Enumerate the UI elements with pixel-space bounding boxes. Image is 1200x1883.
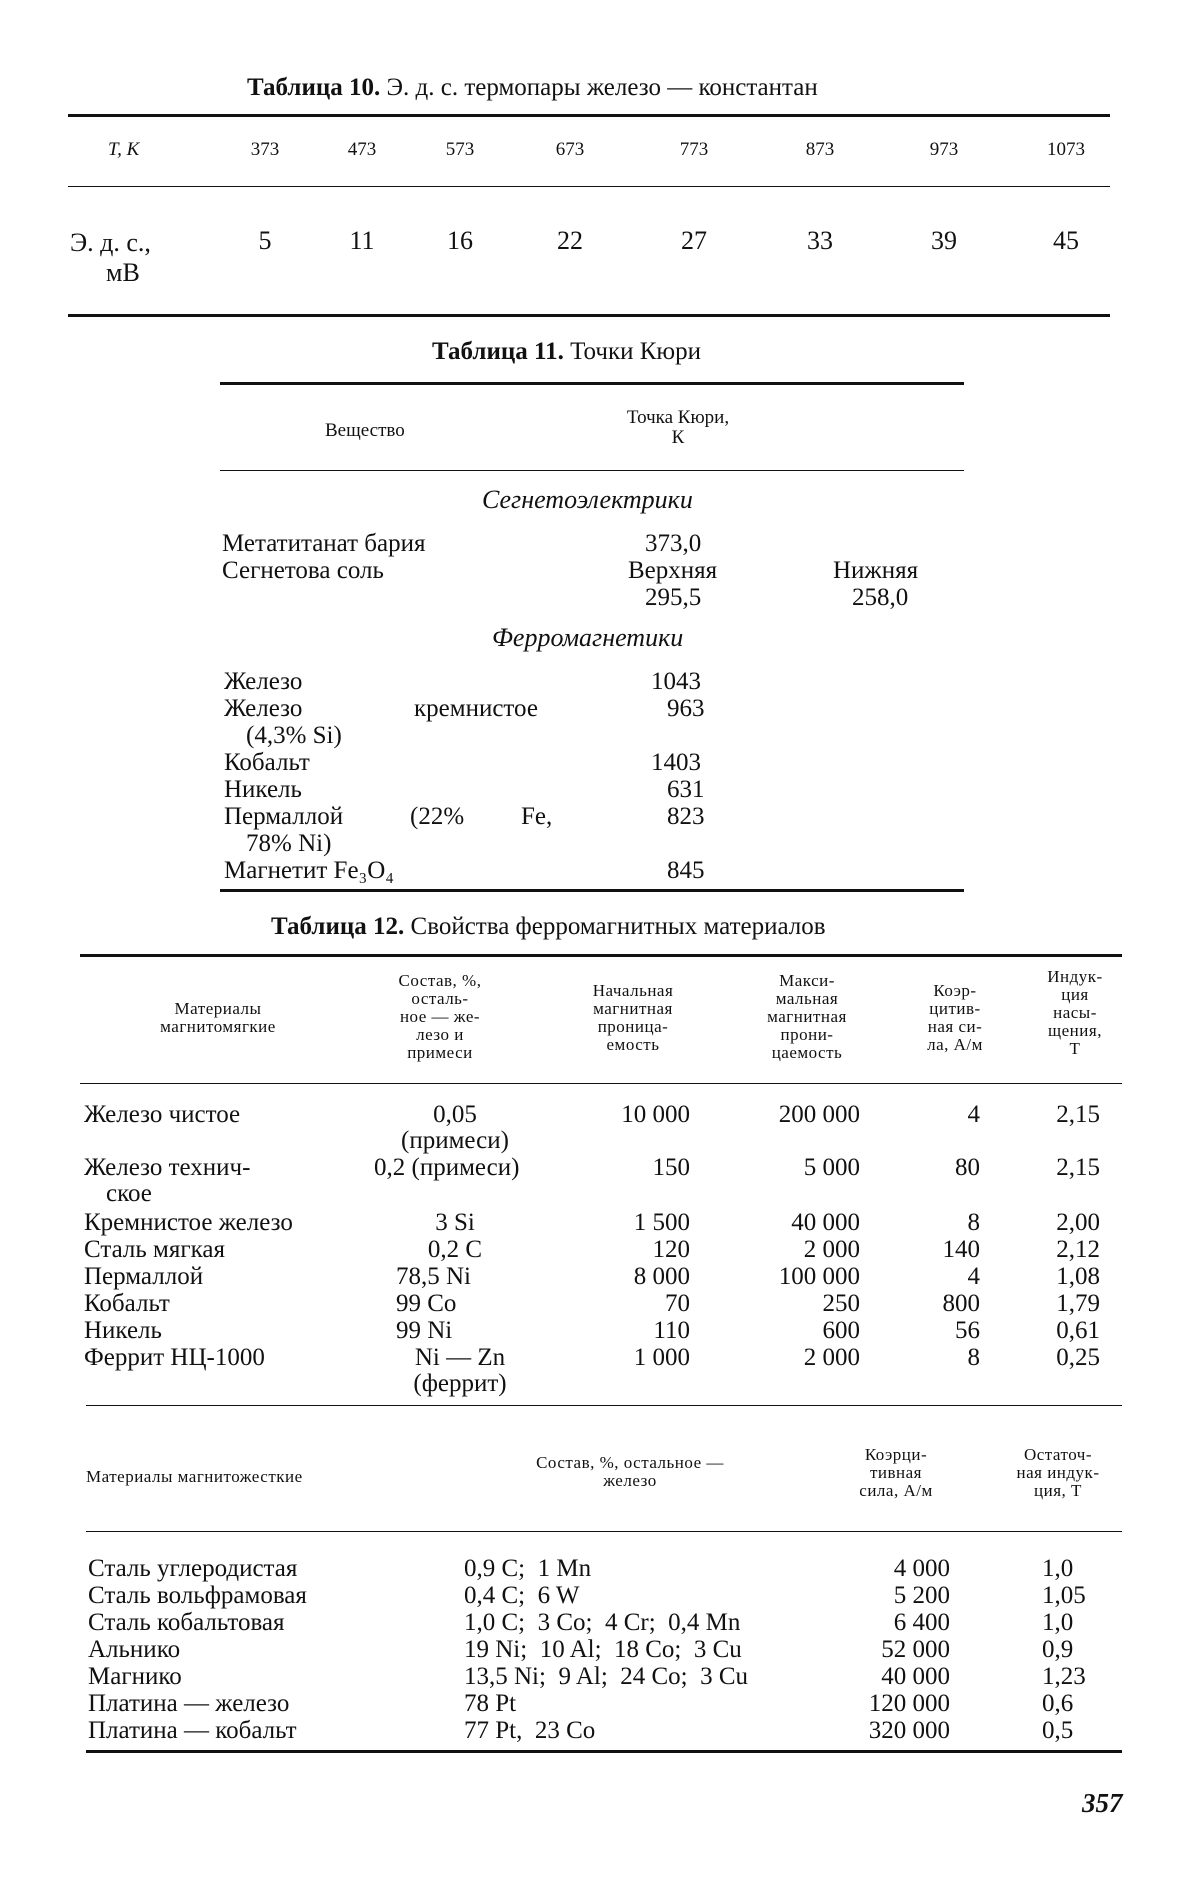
hard-row-0-name: Сталь углеродистая bbox=[88, 1555, 298, 1582]
soft-row-3-max: 2 000 bbox=[803, 1236, 860, 1263]
soft-row-3-init: 120 bbox=[652, 1236, 690, 1263]
soft-row-1-ind: 2,15 bbox=[1056, 1154, 1100, 1181]
soft-row-6-init: 110 bbox=[653, 1317, 690, 1344]
soft-row-6-comp: 99 Ni bbox=[396, 1317, 453, 1344]
soft-header-ind-l1: Индук- bbox=[1047, 967, 1103, 986]
hard-header-comp-l1: Состав, %, остальное — bbox=[536, 1453, 724, 1472]
hard-row-4-coer: 40 000 bbox=[881, 1663, 950, 1690]
table11-magnetite-name: Магнетит Fe₃O₄ bbox=[224, 857, 395, 884]
soft-row-2-ind: 2,00 bbox=[1056, 1209, 1100, 1236]
hard-row-6-name: Платина — кобальт bbox=[88, 1717, 297, 1744]
soft-row-3-coer: 140 bbox=[942, 1236, 980, 1263]
soft-row-5-ind: 1,79 bbox=[1056, 1290, 1100, 1317]
soft-header-composition bbox=[380, 972, 500, 1062]
hard-row-1-coer: 5 200 bbox=[893, 1582, 950, 1609]
soft-row-1-max: 5 000 bbox=[803, 1154, 860, 1181]
table10-emf-cell: 39 bbox=[931, 226, 957, 255]
table11-iron-value: 1043 bbox=[651, 668, 701, 695]
hard-row-1-name: Сталь вольфрамовая bbox=[88, 1582, 307, 1609]
soft-row-4-max: 100 000 bbox=[778, 1263, 860, 1290]
table10-top-rule bbox=[68, 114, 1110, 117]
table10-emf-cell: 5 bbox=[258, 226, 272, 255]
soft-row-2-init: 1 500 bbox=[633, 1209, 690, 1236]
table11-permalloy-name-d: 78% Ni) bbox=[246, 830, 332, 857]
soft-row-0-coer: 4 bbox=[967, 1101, 980, 1128]
table11-bottom-rule bbox=[220, 889, 964, 892]
soft-header-max-perm bbox=[742, 972, 872, 1062]
soft-row-1-init: 150 bbox=[652, 1154, 690, 1181]
soft-row-1-coer: 80 bbox=[955, 1154, 980, 1181]
soft-row-7-coer: 8 bbox=[967, 1344, 980, 1371]
soft-row-7-name: Феррит НЦ-1000 bbox=[84, 1344, 265, 1371]
soft-row-3-ind: 2,12 bbox=[1056, 1236, 1100, 1263]
table11-barium-value: 373,0 bbox=[645, 530, 702, 557]
hard-row-2-comp: 1,0 C; 3 Co; 4 Cr; 0,4 Mn bbox=[464, 1609, 741, 1636]
table11-siliron-name-b: кремнистое bbox=[414, 695, 538, 722]
hard-row-2-coer: 6 400 bbox=[893, 1609, 950, 1636]
table11-permalloy-name-c: Fe, bbox=[521, 803, 553, 830]
soft-row-1-name: Железо технич- bbox=[84, 1154, 251, 1181]
page-number: 357 bbox=[1082, 1788, 1123, 1818]
soft-header-init-l4: емость bbox=[606, 1035, 660, 1054]
soft-row-6-coer: 56 bbox=[955, 1317, 980, 1344]
soft-row-4-ind: 1,08 bbox=[1056, 1263, 1100, 1290]
soft-header-max-l2: мальная bbox=[775, 989, 839, 1008]
soft-row-2-coer: 8 bbox=[967, 1209, 980, 1236]
soft-row-0-comp: 0,05 bbox=[433, 1101, 477, 1128]
soft-row-6-max: 600 bbox=[822, 1317, 860, 1344]
table11-caption-label: Таблица 11. bbox=[432, 338, 564, 365]
table10-caption-text: Э. д. с. термопары железо — константан bbox=[386, 74, 818, 101]
table10-temperature-cell: 773 bbox=[679, 139, 709, 160]
hard-header-coer-l1: Коэрци- bbox=[864, 1445, 928, 1464]
table12-bottom-rule bbox=[86, 1750, 1122, 1753]
hard-row-1-rem: 1,05 bbox=[1042, 1582, 1086, 1609]
hard-row-0-comp: 0,9 C; 1 Mn bbox=[464, 1555, 592, 1582]
hard-row-2-name: Сталь кобальтовая bbox=[88, 1609, 285, 1636]
soft-row-2-comp: 3 Si bbox=[435, 1209, 475, 1236]
hard-row-5-rem: 0,6 bbox=[1042, 1690, 1074, 1717]
table10-emf-cell: 11 bbox=[349, 226, 375, 255]
hard-row-3-comp: 19 Ni; 10 Al; 18 Co; 3 Cu bbox=[464, 1636, 742, 1663]
table10-caption-label: Таблица 10. bbox=[247, 74, 381, 101]
soft-header-material bbox=[118, 1000, 318, 1036]
hard-header-rule bbox=[86, 1531, 1122, 1532]
soft-header-rule bbox=[80, 1083, 1122, 1084]
table10-emf-cell: 16 bbox=[447, 226, 473, 255]
soft-header-max-l3: магнитная bbox=[767, 1007, 847, 1026]
soft-row-5-name: Кобальт bbox=[84, 1290, 170, 1317]
soft-row-0-init: 10 000 bbox=[621, 1101, 690, 1128]
table10-header-emf-unit: мВ bbox=[106, 258, 140, 287]
soft-row-4-init: 8 000 bbox=[633, 1263, 690, 1290]
table11-caption-text: Точки Кюри bbox=[570, 338, 701, 365]
table10-bottom-rule bbox=[68, 314, 1110, 317]
table11-caption bbox=[432, 338, 701, 366]
soft-row-0-name: Железо чистое bbox=[84, 1101, 241, 1128]
hard-header-rem-l2: ная индук- bbox=[1016, 1463, 1100, 1482]
soft-row-6-ind: 0,61 bbox=[1056, 1317, 1100, 1344]
soft-header-induction bbox=[1030, 968, 1120, 1058]
soft-row-3-name: Сталь мягкая bbox=[84, 1236, 225, 1263]
hard-row-5-coer: 120 000 bbox=[868, 1690, 950, 1717]
table11-col-curie bbox=[598, 408, 758, 448]
table11-rochelle-lower-label: Нижняя bbox=[833, 557, 919, 584]
hard-row-0-coer: 4 000 bbox=[893, 1555, 950, 1582]
soft-row-5-comp: 99 Co bbox=[396, 1290, 457, 1317]
table10-emf-cell: 27 bbox=[681, 226, 707, 255]
soft-row-2-name: Кремнистое железо bbox=[84, 1209, 293, 1236]
table11-siliron-name-c: (4,3% Si) bbox=[246, 722, 342, 749]
soft-header-comp-l1: Состав, %, bbox=[398, 971, 482, 990]
table12-caption bbox=[271, 913, 826, 941]
soft-header-ind-l2: ция bbox=[1061, 985, 1089, 1004]
soft-row-7-init: 1 000 bbox=[633, 1344, 690, 1371]
table11-col-substance: Вещество bbox=[325, 420, 405, 441]
table11-siliron-value: 963 bbox=[667, 695, 705, 722]
soft-row-2-max: 40 000 bbox=[791, 1209, 860, 1236]
hard-row-1-comp: 0,4 C; 6 W bbox=[464, 1582, 580, 1609]
table11-section-ferromagnets: Ферромагнетики bbox=[492, 623, 684, 652]
soft-row-0-ind: 2,15 bbox=[1056, 1101, 1100, 1128]
table10-temperature-cell: 873 bbox=[805, 139, 835, 160]
hard-row-5-name: Платина — железо bbox=[88, 1690, 290, 1717]
table11-rochelle-upper-value: 295,5 bbox=[645, 584, 702, 611]
soft-header-max-l1: Макси- bbox=[779, 971, 835, 990]
hard-row-6-rem: 0,5 bbox=[1042, 1717, 1074, 1744]
soft-row-4-name: Пермаллой bbox=[84, 1263, 204, 1290]
soft-header-comp-l5: примеси bbox=[407, 1043, 473, 1062]
hard-row-4-rem: 1,23 bbox=[1042, 1663, 1086, 1690]
hard-row-6-coer: 320 000 bbox=[868, 1717, 950, 1744]
soft-row-0-comp2: (примеси) bbox=[401, 1127, 509, 1154]
table11-permalloy-name-b: (22% bbox=[410, 803, 465, 830]
soft-header-comp-l2: осталь- bbox=[411, 989, 469, 1008]
hard-row-0-rem: 1,0 bbox=[1042, 1555, 1074, 1582]
soft-row-5-max: 250 bbox=[822, 1290, 860, 1317]
soft-header-coer-l3: ная си- bbox=[927, 1017, 983, 1036]
table12-top-rule bbox=[80, 954, 1122, 957]
soft-header-ind-l5: Т bbox=[1069, 1039, 1081, 1058]
hard-header-material: Материалы магнитожесткие bbox=[86, 1467, 303, 1486]
table11-permalloy-name-a: Пермаллой bbox=[224, 803, 344, 830]
hard-row-4-comp: 13,5 Ni; 9 Al; 24 Co; 3 Cu bbox=[464, 1663, 749, 1690]
hard-header-composition bbox=[480, 1454, 780, 1490]
hard-row-2-rem: 1,0 bbox=[1042, 1609, 1074, 1636]
soft-row-4-coer: 4 bbox=[967, 1263, 980, 1290]
soft-row-6-name: Никель bbox=[84, 1317, 162, 1344]
hard-row-6-comp: 77 Pt, 23 Co bbox=[464, 1717, 596, 1744]
table11-rochelle-name: Сегнетова соль bbox=[222, 557, 384, 584]
table10-header-emf: Э. д. с., bbox=[70, 228, 151, 257]
soft-header-max-l5: цаемость bbox=[771, 1043, 843, 1062]
soft-header-coercive bbox=[905, 982, 1005, 1054]
table10-temperature-cell: 373 bbox=[250, 139, 280, 160]
soft-row-7-comp2: (феррит) bbox=[413, 1370, 507, 1397]
hard-header-rem-l1: Остаточ- bbox=[1023, 1445, 1093, 1464]
table11-nickel-value: 631 bbox=[667, 776, 705, 803]
soft-row-7-ind: 0,25 bbox=[1056, 1344, 1100, 1371]
soft-header-ind-l4: щения, bbox=[1048, 1021, 1102, 1040]
soft-header-max-l4: прони- bbox=[780, 1025, 834, 1044]
table10-temperature-cell: 973 bbox=[929, 139, 959, 160]
table11-cobalt-name: Кобальт bbox=[224, 749, 310, 776]
table11-barium-name: Метатитанат бария bbox=[222, 530, 426, 557]
soft-header-comp-l4: лезо и bbox=[416, 1025, 464, 1044]
hard-row-3-name: Альнико bbox=[88, 1636, 181, 1663]
table10-caption bbox=[247, 74, 818, 102]
table10-temperature-cell: 573 bbox=[445, 139, 475, 160]
soft-row-7-comp: Ni — Zn bbox=[414, 1344, 506, 1371]
table11-siliron-name-a: Железо bbox=[224, 695, 303, 722]
soft-header-init-l3: проница- bbox=[597, 1017, 669, 1036]
hard-header-rem-l3: ция, Т bbox=[1034, 1481, 1082, 1500]
table11-rochelle-upper-label: Верхняя bbox=[628, 557, 718, 584]
table11-top-rule bbox=[220, 382, 964, 385]
hard-header-coer-l3: сила, А/м bbox=[859, 1481, 933, 1500]
hard-row-5-comp: 78 Pt bbox=[464, 1690, 517, 1717]
table11-permalloy-value: 823 bbox=[667, 803, 705, 830]
soft-row-1-name2: ское bbox=[106, 1180, 152, 1207]
soft-row-1-comp: 0,2 (примеси) bbox=[374, 1154, 520, 1181]
soft-header-init-l1: Начальная bbox=[592, 981, 674, 1000]
soft-header-material-l2: магнитомягкие bbox=[160, 1017, 276, 1036]
soft-header-comp-l3: ное — же- bbox=[399, 1007, 481, 1026]
hard-row-3-rem: 0,9 bbox=[1042, 1636, 1074, 1663]
soft-row-0-max: 200 000 bbox=[778, 1101, 860, 1128]
table10-mid-rule bbox=[68, 186, 1110, 187]
soft-header-coer-l1: Коэр- bbox=[933, 981, 977, 1000]
soft-row-3-comp: 0,2 C bbox=[427, 1236, 483, 1263]
hard-header-comp-l2: железо bbox=[603, 1471, 657, 1490]
hard-header-remanence bbox=[996, 1446, 1120, 1500]
table11-rochelle-lower-value: 258,0 bbox=[852, 584, 909, 611]
hard-header-coer-l2: тивная bbox=[869, 1463, 923, 1482]
hard-row-4-name: Магнико bbox=[88, 1663, 182, 1690]
soft-header-ind-l3: насы- bbox=[1053, 1003, 1097, 1022]
table12-caption-label: Таблица 12. bbox=[271, 913, 405, 940]
soft-row-7-max: 2 000 bbox=[803, 1344, 860, 1371]
table10-temperature-cell: 1073 bbox=[1047, 139, 1085, 160]
table11-header-rule bbox=[220, 470, 964, 471]
table12-caption-text: Свойства ферромагнитных материалов bbox=[410, 913, 826, 940]
table11-cobalt-value: 1403 bbox=[651, 749, 701, 776]
soft-bottom-rule bbox=[86, 1405, 1122, 1406]
table11-iron-name: Железо bbox=[224, 668, 303, 695]
table11-col-curie-line1: Точка Кюри, bbox=[626, 407, 730, 428]
table10-temperature-cell: 473 bbox=[347, 139, 377, 160]
soft-row-5-init: 70 bbox=[665, 1290, 690, 1317]
table10-emf-cell: 33 bbox=[807, 226, 833, 255]
soft-header-coer-l4: ла, А/м bbox=[927, 1035, 983, 1054]
soft-header-coer-l2: цитив- bbox=[929, 999, 981, 1018]
soft-row-4-comp: 78,5 Ni bbox=[396, 1263, 471, 1290]
soft-header-initial-perm bbox=[563, 982, 703, 1054]
soft-row-5-coer: 800 bbox=[942, 1290, 980, 1317]
table11-nickel-name: Никель bbox=[224, 776, 302, 803]
table11-col-curie-line2: К bbox=[671, 427, 685, 448]
soft-header-material-l1: Материалы bbox=[174, 999, 262, 1018]
soft-header-init-l2: магнитная bbox=[593, 999, 673, 1018]
table10-temperature-cell: 673 bbox=[555, 139, 585, 160]
table11-magnetite-value: 845 bbox=[667, 857, 705, 884]
table10-emf-cell: 45 bbox=[1053, 226, 1079, 255]
hard-row-3-coer: 52 000 bbox=[881, 1636, 950, 1663]
table10-header-T: T, K bbox=[108, 139, 140, 160]
hard-header-coercive bbox=[836, 1446, 956, 1500]
table10-emf-cell: 22 bbox=[557, 226, 583, 255]
table11-section-ferroelectrics: Сегнетоэлектрики bbox=[482, 485, 693, 514]
